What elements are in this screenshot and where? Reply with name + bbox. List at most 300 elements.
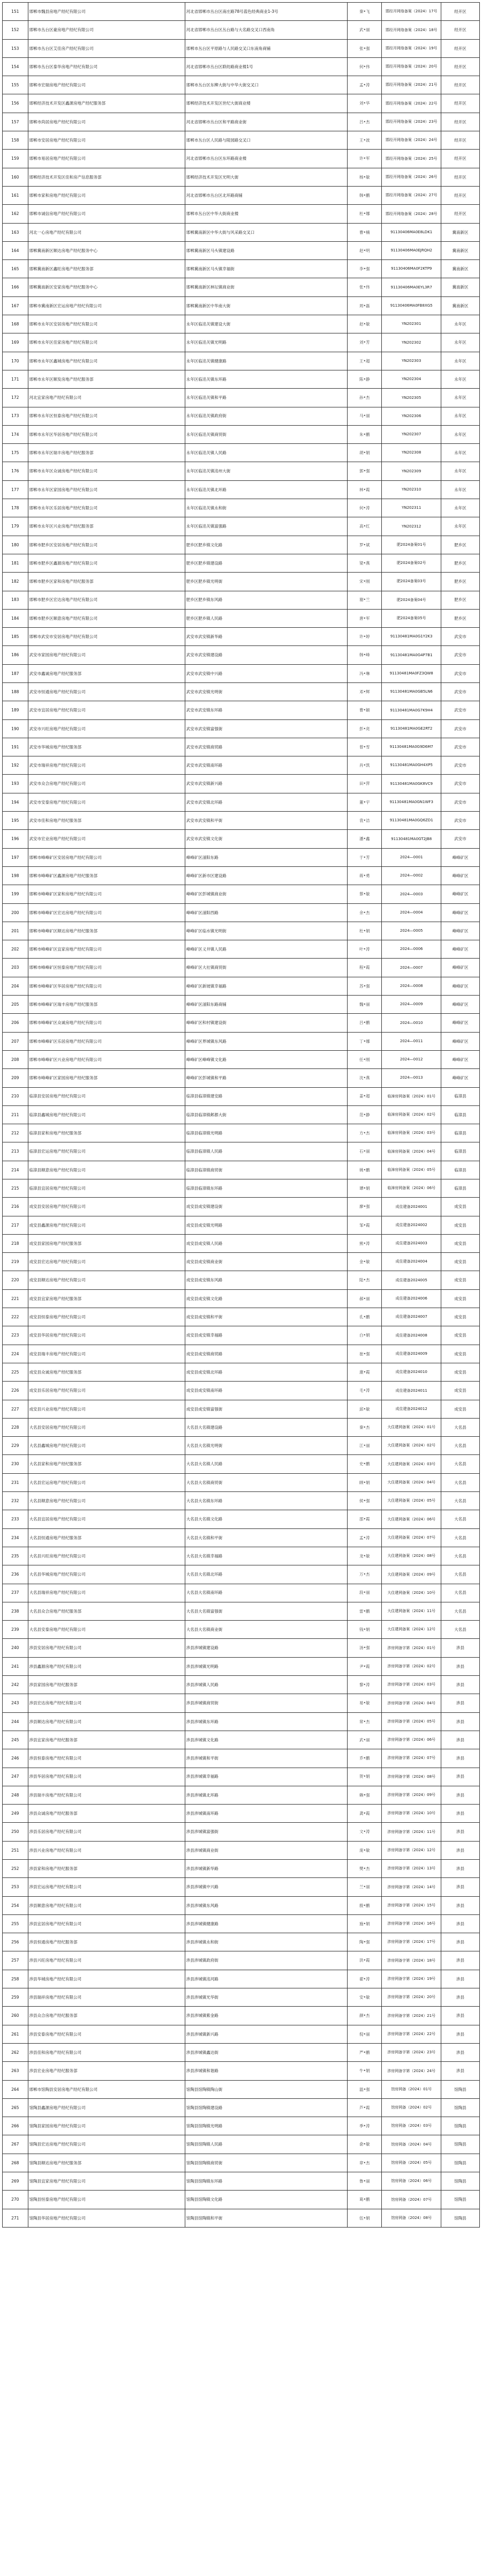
row-number-cell: 260 [3,2007,28,2025]
registration-number-cell: YN202302 [382,333,441,352]
table-row [3,1234,480,1252]
row-number-cell: 237 [3,1584,28,1602]
district-cell: 馆陶县 [441,2209,479,2227]
company-address-cell: 涉县涉城镇光明路 [185,1657,347,1675]
registration-number-cell: 涉房网备字第（2024）12号 [382,1841,441,1859]
registration-number-cell: 2024—0001 [382,848,441,866]
legal-representative-cell: 林•霞 [348,480,382,499]
table-row [3,922,480,940]
registration-number-cell: 邯经开网络备案（2024）21号 [382,76,441,94]
row-number-cell: 163 [3,223,28,241]
table-row [3,94,480,113]
company-address-cell: 永年区临洺关镇和平路 [185,389,347,407]
company-name-cell: 邯郸市魏县房地产经纪有限公司 [28,3,185,21]
company-address-cell: 峰峰矿区彭城镇和平路 [185,1069,347,1087]
legal-representative-cell: 万•杰 [348,1565,382,1584]
district-cell: 经开区 [441,76,479,94]
registration-number-cell: 邯经开网络备案（2024）22号 [382,94,441,113]
legal-representative-cell: 冯•琳 [348,664,382,682]
table-row [3,609,480,627]
company-address-cell: 大名县大名镇南环路 [185,1584,347,1602]
legal-representative-cell: 孟•涛 [348,76,382,94]
company-name-cell: 成安县家园房地产经纪服务部 [28,1234,185,1252]
legal-representative-cell: 季•涛 [348,2117,382,2135]
company-name-cell: 大名县兴旺房地产经纪有限公司 [28,1547,185,1565]
registration-number-cell: 涉房网备字第（2024）02号 [382,1657,441,1675]
company-address-cell: 峰峰矿区滏阳东路商铺 [185,996,347,1014]
district-cell: 涉县 [441,2025,479,2043]
table-row [3,959,480,977]
table-row [3,775,480,793]
legal-representative-cell: 田•萍 [348,775,382,793]
company-address-cell: 涉县涉城镇政府街 [185,1951,347,1970]
table-row [3,1878,480,1896]
row-number-cell: 221 [3,1289,28,1308]
company-name-cell: 邯郸市家和房地产经纪有限公司 [28,186,185,204]
table-row [3,1565,480,1584]
company-name-cell: 大名县顺意房地产经纪有限公司 [28,1492,185,1510]
table-row [3,2154,480,2172]
row-number-cell: 253 [3,1878,28,1896]
company-name-cell: 武安市宏业房地产经纪有限公司 [28,830,185,848]
row-number-cell: 153 [3,39,28,57]
table-row [3,1621,480,1639]
table-row [3,812,480,830]
row-number-cell: 226 [3,1382,28,1400]
legal-representative-cell: 李•强 [348,260,382,278]
district-cell: 经开区 [441,205,479,223]
row-number-cell: 215 [3,1179,28,1198]
registration-number-cell: 涉房网备字第（2024）03号 [382,1676,441,1694]
company-name-cell: 武安市佳和房地产经纪服务部 [28,812,185,830]
row-number-cell: 241 [3,1657,28,1675]
row-number-cell: 231 [3,1473,28,1491]
district-cell: 经开区 [441,113,479,131]
registration-number-cell: 邯经开网络备案（2024）26号 [382,168,441,186]
legal-representative-cell: 郭•强 [348,462,382,480]
company-name-cell: 邯郸冀南新区顺达房地产经纪服务中心 [28,241,185,259]
district-cell: 涉县 [441,1878,479,1896]
company-address-cell: 涉县涉城镇中兴路 [185,1878,347,1896]
district-cell: 经开区 [441,39,479,57]
company-address-cell: 涉县涉城镇东风路 [185,1896,347,1914]
company-name-cell: 邯郸市永年区瑞丰房地产经纪服务部 [28,444,185,462]
registration-number-cell: 邯经开网络备案（2024）20号 [382,57,441,76]
row-number-cell: 232 [3,1492,28,1510]
company-name-cell: 涉县恒泰房地产经纪有限公司 [28,1749,185,1768]
registration-number-cell: 2024—0006 [382,940,441,959]
row-number-cell: 155 [3,76,28,94]
company-address-cell: 邯郸市丛台区平原路与人民路交叉口东南角商铺 [185,39,347,57]
row-number-cell: 195 [3,812,28,830]
district-cell: 肥乡区 [441,591,479,609]
registration-number-cell: 大住建网备案（2024）03号 [382,1455,441,1473]
district-cell: 永年区 [441,407,479,425]
company-address-cell: 馆陶县馆陶镇建设路 [185,2098,347,2117]
company-name-cell: 成安县鑫源房地产经纪有限公司 [28,1216,185,1234]
table-row [3,168,480,186]
legal-representative-cell: 钱•娟 [348,1621,382,1639]
legal-representative-cell: 温•强 [348,2080,382,2098]
company-address-cell: 永年区临洺关镇洺州大街 [185,462,347,480]
row-number-cell: 179 [3,517,28,536]
row-number-cell: 164 [3,241,28,259]
district-cell: 大名县 [441,1473,479,1491]
legal-representative-cell: 武•丽 [348,1731,382,1749]
district-cell: 成安县 [441,1382,479,1400]
legal-representative-cell: 谭•娟 [348,1179,382,1198]
district-cell: 冀南新区 [441,260,479,278]
district-cell: 成安县 [441,1289,479,1308]
company-name-cell: 邯郸市肥乡区安居房地产经纪有限公司 [28,536,185,554]
table-row [3,1253,480,1271]
company-name-cell: 邯郸经济技术开发区佳和房产信息服务部 [28,168,185,186]
row-number-cell: 250 [3,1823,28,1841]
company-name-cell: 涉县安泰房地产经纪有限公司 [28,2025,185,2043]
district-cell: 永年区 [441,517,479,536]
district-cell: 峰峰矿区 [441,885,479,903]
company-name-cell: 邯郸市永年区鑫城房地产经纪有限公司 [28,352,185,370]
company-address-cell: 成安县成安镇人民路 [185,1234,347,1252]
district-cell: 涉县 [441,1859,479,1877]
company-address-cell: 峰峰矿区峰峰镇文化路 [185,1050,347,1068]
row-number-cell: 235 [3,1547,28,1565]
district-cell: 冀南新区 [441,241,479,259]
legal-representative-cell: 颜•杰 [348,2007,382,2025]
table-row [3,903,480,922]
company-address-cell: 武安市武安镇和平街 [185,812,347,830]
company-name-cell: 邯郸市峰峰矿区顺达房地产经纪服务部 [28,922,185,940]
company-address-cell: 涉县涉城镇人民路 [185,1676,347,1694]
row-number-cell: 196 [3,830,28,848]
district-cell: 武安市 [441,830,479,848]
company-address-cell: 邯郸冀南新区中华大街与风采路交叉口 [185,223,347,241]
registration-number-cell: 大住建网备案（2024）11号 [382,1602,441,1620]
district-cell: 涉县 [441,1768,479,1786]
row-number-cell: 189 [3,701,28,719]
legal-representative-cell: 董•宇 [348,793,382,811]
registration-number-cell: 2024—0004 [382,903,441,922]
table-row [3,1400,480,1418]
company-address-cell: 成安县成安镇幸福路 [185,1326,347,1345]
registration-number-cell: 91130481MA0GB5LN6 [382,682,441,701]
row-number-cell: 177 [3,480,28,499]
company-name-cell: 涉县宜家房地产经纪服务部 [28,1731,185,1749]
legal-representative-cell: 雷•鹏 [348,1602,382,1620]
district-cell: 大名县 [441,1565,479,1584]
table-row [3,1602,480,1620]
district-cell: 涉县 [441,1914,479,1933]
legal-representative-cell: 潘•鑫 [348,830,382,848]
row-number-cell: 172 [3,389,28,407]
company-name-cell: 成安县恒泰房地产经纪有限公司 [28,1308,185,1326]
company-address-cell: 馆陶县馆陶镇人民路 [185,2135,347,2154]
company-address-cell: 大名县大名镇光明街 [185,1437,347,1455]
registration-number-cell: YN202310 [382,480,441,499]
legal-representative-cell: 石•丽 [348,1142,382,1161]
table-row [3,499,480,517]
registration-number-cell: 91130481MA0GQ6ZD1 [382,812,441,830]
company-name-cell: 涉县宏业房地产经纪服务部 [28,2062,185,2080]
table-row [3,1731,480,1749]
district-cell: 永年区 [441,315,479,333]
legal-representative-cell: 邓•辉 [348,682,382,701]
company-address-cell: 武安市武安镇北环路 [185,793,347,811]
legal-representative-cell: 郝•丽 [348,1289,382,1308]
row-number-cell: 193 [3,775,28,793]
company-address-cell: 肥乡区肥乡镇文化路 [185,536,347,554]
row-number-cell: 268 [3,2154,28,2172]
registration-number-cell: 2024—0003 [382,885,441,903]
district-cell: 永年区 [441,444,479,462]
district-cell: 馆陶县 [441,2172,479,2191]
table-row [3,1382,480,1400]
row-number-cell: 201 [3,922,28,940]
company-address-cell: 武安市武安镇新兴路 [185,775,347,793]
company-address-cell: 大名县大名镇北环路 [185,1565,347,1584]
registration-number-cell: 涉房网备字第（2024）22号 [382,2025,441,2043]
legal-representative-cell: 俞•敏 [348,2135,382,2154]
row-number-cell: 261 [3,2025,28,2043]
table-row [3,1473,480,1491]
company-name-cell: 邯郸市肥乡区顺意房地产经纪有限公司 [28,609,185,627]
legal-representative-cell: 曹•楠 [348,223,382,241]
district-cell: 峰峰矿区 [441,1032,479,1050]
district-cell: 成安县 [441,1234,479,1252]
legal-representative-cell: 丁•娜 [348,1032,382,1050]
district-cell: 经开区 [441,150,479,168]
row-number-cell: 188 [3,682,28,701]
table-row [3,628,480,646]
row-number-cell: 175 [3,444,28,462]
registration-number-cell: 临漳房网备案（2024）01号 [382,1087,441,1105]
legal-representative-cell: 谢•兰 [348,591,382,609]
legal-representative-cell: 姚•鹏 [348,1161,382,1179]
legal-representative-cell: 许•军 [348,150,382,168]
district-cell: 涉县 [441,1786,479,1804]
row-number-cell: 234 [3,1528,28,1547]
company-address-cell: 肥乡区肥乡镇建设路 [185,554,347,572]
row-number-cell: 247 [3,1768,28,1786]
district-cell: 经开区 [441,57,479,76]
table-row [3,1014,480,1032]
company-address-cell: 成安县成安镇建设街 [185,1198,347,1216]
row-number-cell: 271 [3,2209,28,2227]
registration-number-cell: 91130481MA0G9D6M7 [382,738,441,756]
row-number-cell: 262 [3,2043,28,2061]
table-row [3,150,480,168]
row-number-cell: 213 [3,1142,28,1161]
company-address-cell: 邯郸冀南新区林坛镇商业街 [185,278,347,296]
company-address-cell: 峰峰矿区界城镇东风路 [185,1032,347,1050]
table-row [3,1437,480,1455]
company-name-cell: 邯郸冀南新区鑫旺房地产经纪服务部 [28,260,185,278]
table-row [3,352,480,370]
company-name-cell: 武安市兴旺房地产经纪有限公司 [28,719,185,738]
row-number-cell: 238 [3,1602,28,1620]
legal-representative-cell: 龚•霞 [348,1805,382,1823]
district-cell: 永年区 [441,333,479,352]
registration-number-cell: 成住建备2024003 [382,1234,441,1252]
company-address-cell: 涉县涉城镇新兴路 [185,2025,347,2043]
row-number-cell: 229 [3,1437,28,1455]
row-number-cell: 242 [3,1676,28,1694]
registration-number-cell: 肥2024备案05号 [382,609,441,627]
district-cell: 馆陶县 [441,2154,479,2172]
company-name-cell: 邯郸市诚信房地产经纪有限公司 [28,205,185,223]
table-row [3,1584,480,1602]
table-row [3,131,480,150]
table-row [3,1933,480,1951]
company-address-cell: 河北省邯郸市丛台区丛台路与大名路交叉口西南角 [185,21,347,39]
table-row [3,186,480,204]
company-address-cell: 馆陶县馆陶镇陶山街 [185,2080,347,2098]
registration-number-cell: 邯经开网络备案（2024）28号 [382,205,441,223]
company-name-cell: 涉县宜居房地产经纪有限公司 [28,1914,185,1933]
table-row [3,205,480,223]
legal-representative-cell: 范•静 [348,1105,382,1124]
company-address-cell: 大名县大名镇东环路 [185,1492,347,1510]
row-number-cell: 152 [3,21,28,39]
table-row [3,1657,480,1675]
company-address-cell: 大名县大名镇商贸街 [185,1473,347,1491]
row-number-cell: 270 [3,2191,28,2209]
row-number-cell: 176 [3,462,28,480]
district-cell: 武安市 [441,719,479,738]
district-cell: 峰峰矿区 [441,903,479,922]
agency-registry-table [2,2,480,2228]
company-name-cell: 成安县瑞丰房地产经纪有限公司 [28,1345,185,1363]
registration-number-cell: 临漳房网备案（2024）05号 [382,1161,441,1179]
table-row [3,1345,480,1363]
table-row [3,2209,480,2227]
legal-representative-cell: 孙•杰 [348,389,382,407]
registration-number-cell: 2024—0005 [382,922,441,940]
district-cell: 肥乡区 [441,573,479,591]
legal-representative-cell: 朱•鹏 [348,425,382,443]
district-cell: 冀南新区 [441,296,479,315]
company-name-cell: 涉县鑫源房地产经纪有限公司 [28,1657,185,1675]
legal-representative-cell: 蔡•敏 [348,885,382,903]
legal-representative-cell: 叶•涛 [348,940,382,959]
district-cell: 临漳县 [441,1142,479,1161]
table-row [3,1786,480,1804]
table-row [3,1271,480,1289]
company-address-cell: 馆陶县馆陶镇光明路 [185,2117,347,2135]
company-name-cell: 大名县安居房地产经纪有限公司 [28,1418,185,1436]
registration-number-cell: 大住建网备案（2024）09号 [382,1565,441,1584]
district-cell: 大名县 [441,1437,479,1455]
registration-number-cell: 2024—0007 [382,959,441,977]
company-name-cell: 邯郸市永年区众诚房地产经纪有限公司 [28,462,185,480]
registration-number-cell: YN202304 [382,370,441,388]
row-number-cell: 223 [3,1326,28,1345]
company-address-cell: 邯郸冀南新区中华南大街 [185,296,347,315]
row-number-cell: 194 [3,793,28,811]
company-address-cell: 成安县成安镇商贸路 [185,1345,347,1363]
company-address-cell: 武安市武安镇建设路 [185,646,347,664]
company-name-cell: 涉县华城房地产经纪有限公司 [28,1970,185,1988]
district-cell: 峰峰矿区 [441,848,479,866]
company-address-cell: 涉县涉城镇鑫达街 [185,2043,347,2061]
registration-number-cell: 91130481MA0GE2RT2 [382,719,441,738]
registration-number-cell: 2024—0002 [382,866,441,885]
legal-representative-cell: 何•伟 [348,57,382,76]
table-row [3,2062,480,2080]
company-address-cell: 邯郸市丛台区人民路与陵园路交叉口 [185,131,347,150]
legal-representative-cell: 许•婷 [348,628,382,646]
company-name-cell: 邯郸市峰峰矿区鑫源房地产经纪服务部 [28,866,185,885]
company-address-cell: 肥乡区肥乡镇东风路 [185,591,347,609]
row-number-cell: 258 [3,1970,28,1988]
district-cell: 武安市 [441,664,479,682]
legal-representative-cell: 彭•亮 [348,719,382,738]
legal-representative-cell: 曾•雪 [348,738,382,756]
legal-representative-cell: 邵•霞 [348,1510,382,1528]
row-number-cell: 246 [3,1749,28,1768]
table-row [3,1694,480,1712]
district-cell: 经开区 [441,168,479,186]
row-number-cell: 202 [3,940,28,959]
company-name-cell: 邯郸市峰峰矿区众诚房地产经纪有限公司 [28,1014,185,1032]
table-row [3,517,480,536]
row-number-cell: 248 [3,1786,28,1804]
registration-number-cell: 成住建备2024010 [382,1363,441,1381]
company-address-cell: 峰峰矿区滏阳东路 [185,848,347,866]
legal-representative-cell: 乔•鹏 [348,1749,382,1768]
table-row [3,738,480,756]
company-name-cell: 成安县宏达房地产经纪有限公司 [28,1253,185,1271]
table-row [3,1547,480,1565]
registration-number-cell: 2024—0011 [382,1032,441,1050]
company-address-cell: 临漳县临漳镇建安路 [185,1087,347,1105]
company-name-cell: 邯郸市丛台区豪房地产经纪有限公司 [28,21,185,39]
district-cell: 成安县 [441,1363,479,1381]
table-row [3,1841,480,1859]
district-cell: 大名县 [441,1621,479,1639]
company-name-cell: 河北宜家房地产经纪有限公司 [28,389,185,407]
legal-representative-cell: 张•伟 [348,278,382,296]
legal-representative-cell: 杜•娟 [348,922,382,940]
company-name-cell: 邯郸市峰峰矿区乐居房地产经纪有限公司 [28,1032,185,1050]
company-address-cell: 涉县涉城镇建设路 [185,1639,347,1657]
company-address-cell: 峰峰矿区义井镇人民路 [185,940,347,959]
district-cell: 涉县 [441,1933,479,1951]
district-cell: 经开区 [441,186,479,204]
company-address-cell: 临漳县临漳镇东环路 [185,1179,347,1198]
district-cell: 峰峰矿区 [441,866,479,885]
table-row [3,57,480,76]
registration-number-cell: 临漳房网备案（2024）04号 [382,1142,441,1161]
company-name-cell: 成安县顺达房地产经纪有限公司 [28,1271,185,1289]
company-name-cell: 武安市华城房地产经纪服务部 [28,738,185,756]
row-number-cell: 169 [3,333,28,352]
company-name-cell: 邯郸市永年区兴业房地产经纪服务部 [28,517,185,536]
district-cell: 经开区 [441,94,479,113]
table-row [3,1363,480,1381]
company-address-cell: 馆陶县馆陶镇商贸街 [185,2154,347,2172]
company-address-cell: 永年区临洺关镇永和街 [185,499,347,517]
table-row [3,1326,480,1345]
company-address-cell: 武安市武安镇新华路 [185,628,347,646]
registration-number-cell: 涉房网备字第（2024）10号 [382,1805,441,1823]
table-row [3,315,480,333]
legal-representative-cell: 龙•敏 [348,1547,382,1565]
registration-number-cell: YN202307 [382,425,441,443]
district-cell: 冀南新区 [441,278,479,296]
table-row [3,2080,480,2098]
company-address-cell: 武安市武安镇光明街 [185,682,347,701]
